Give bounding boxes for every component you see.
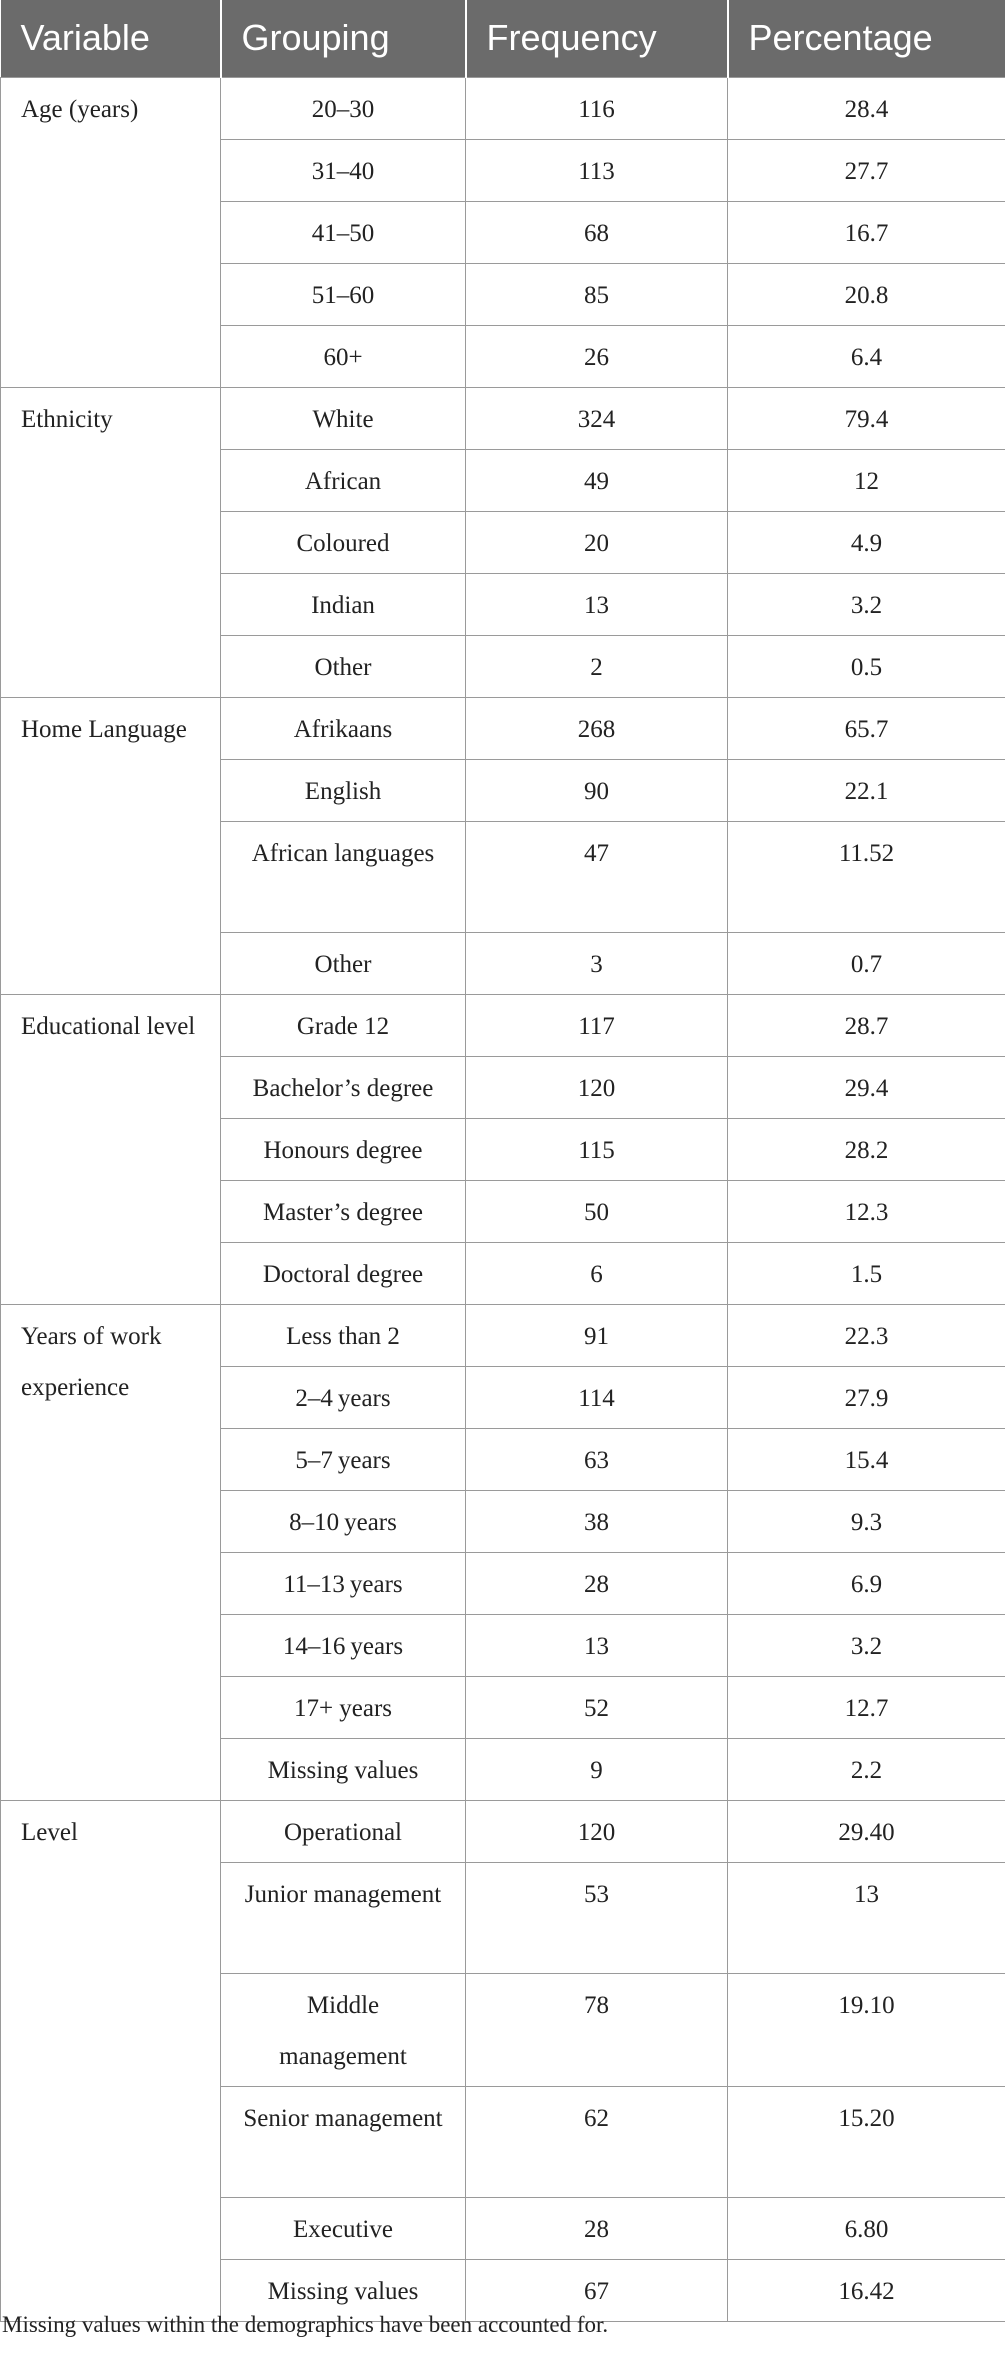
- percentage-cell: 4.9: [728, 511, 1005, 573]
- percentage-cell: 12: [728, 449, 1005, 511]
- table-row: [1, 1800, 1005, 1862]
- frequency-cell: 47: [466, 821, 728, 932]
- grouping-cell: Master’s degree: [221, 1180, 466, 1242]
- percentage-cell: 29.40: [728, 1800, 1005, 1862]
- grouping-cell: 8–10 years: [221, 1490, 466, 1552]
- grouping-cell: African languages: [221, 821, 466, 932]
- grouping-cell: Other: [221, 932, 466, 994]
- variable-cell: Level: [1, 1800, 221, 2321]
- variable-cell: Ethnicity: [1, 387, 221, 697]
- frequency-cell: 53: [466, 1862, 728, 1973]
- percentage-cell: 65.7: [728, 697, 1005, 759]
- grouping-cell: White: [221, 387, 466, 449]
- table-header-row: [1, 0, 1005, 77]
- frequency-cell: 26: [466, 325, 728, 387]
- percentage-cell: 6.80: [728, 2197, 1005, 2259]
- frequency-cell: 9: [466, 1738, 728, 1800]
- percentage-cell: 6.9: [728, 1552, 1005, 1614]
- table-row: [1, 994, 1005, 1056]
- percentage-cell: 22.1: [728, 759, 1005, 821]
- frequency-cell: 120: [466, 1800, 728, 1862]
- percentage-cell: 28.4: [728, 77, 1005, 139]
- percentage-cell: 28.7: [728, 994, 1005, 1056]
- grouping-cell: 51–60: [221, 263, 466, 325]
- percentage-cell: 29.4: [728, 1056, 1005, 1118]
- percentage-cell: 20.8: [728, 263, 1005, 325]
- variable-cell: Educational level: [1, 994, 221, 1304]
- percentage-cell: 0.5: [728, 635, 1005, 697]
- percentage-cell: 1.5: [728, 1242, 1005, 1304]
- table-row: [1, 387, 1005, 449]
- frequency-cell: 62: [466, 2086, 728, 2197]
- grouping-cell: 2–4 years: [221, 1366, 466, 1428]
- frequency-cell: 52: [466, 1676, 728, 1738]
- percentage-cell: 16.42: [728, 2259, 1005, 2321]
- percentage-cell: 19.10: [728, 1973, 1005, 2086]
- frequency-cell: 90: [466, 759, 728, 821]
- frequency-cell: 113: [466, 139, 728, 201]
- percentage-cell: 12.7: [728, 1676, 1005, 1738]
- frequency-cell: 63: [466, 1428, 728, 1490]
- frequency-cell: 78: [466, 1973, 728, 2086]
- frequency-cell: 324: [466, 387, 728, 449]
- frequency-cell: 67: [466, 2259, 728, 2321]
- percentage-cell: 15.4: [728, 1428, 1005, 1490]
- table-row: [1, 77, 1005, 139]
- frequency-cell: 91: [466, 1304, 728, 1366]
- frequency-cell: 115: [466, 1118, 728, 1180]
- grouping-cell: Honours degree: [221, 1118, 466, 1180]
- grouping-cell: Coloured: [221, 511, 466, 573]
- table-footnote: Missing values within the demographics have been accounted for.: [2, 2312, 609, 2337]
- frequency-cell: 50: [466, 1180, 728, 1242]
- percentage-cell: 3.2: [728, 1614, 1005, 1676]
- percentage-cell: 9.3: [728, 1490, 1005, 1552]
- grouping-cell: 60+: [221, 325, 466, 387]
- grouping-cell: Bachelor’s degree: [221, 1056, 466, 1118]
- table-body: [1, 77, 1005, 2321]
- frequency-cell: 28: [466, 1552, 728, 1614]
- header-percentage: Percentage: [728, 0, 1005, 77]
- grouping-cell: 11–13 years: [221, 1552, 466, 1614]
- frequency-cell: 117: [466, 994, 728, 1056]
- grouping-cell: 41–50: [221, 201, 466, 263]
- variable-cell: Home Language: [1, 697, 221, 994]
- header-frequency: Frequency: [466, 0, 728, 77]
- percentage-cell: 13: [728, 1862, 1005, 1973]
- percentage-cell: 2.2: [728, 1738, 1005, 1800]
- frequency-cell: 28: [466, 2197, 728, 2259]
- grouping-cell: Doctoral degree: [221, 1242, 466, 1304]
- percentage-cell: 15.20: [728, 2086, 1005, 2197]
- table-row: [1, 1304, 1005, 1366]
- percentage-cell: 28.2: [728, 1118, 1005, 1180]
- percentage-cell: 0.7: [728, 932, 1005, 994]
- grouping-cell: 5–7 years: [221, 1428, 466, 1490]
- percentage-cell: 12.3: [728, 1180, 1005, 1242]
- percentage-cell: 11.52: [728, 821, 1005, 932]
- percentage-cell: 27.9: [728, 1366, 1005, 1428]
- percentage-cell: 79.4: [728, 387, 1005, 449]
- grouping-cell: Grade 12: [221, 994, 466, 1056]
- grouping-cell: Other: [221, 635, 466, 697]
- percentage-cell: 22.3: [728, 1304, 1005, 1366]
- grouping-cell: Executive: [221, 2197, 466, 2259]
- frequency-cell: 116: [466, 77, 728, 139]
- percentage-cell: 6.4: [728, 325, 1005, 387]
- grouping-cell: Operational: [221, 1800, 466, 1862]
- frequency-cell: 6: [466, 1242, 728, 1304]
- variable-cell: Age (years): [1, 77, 221, 387]
- percentage-cell: 3.2: [728, 573, 1005, 635]
- percentage-cell: 27.7: [728, 139, 1005, 201]
- grouping-cell: 14–16 years: [221, 1614, 466, 1676]
- frequency-cell: 13: [466, 573, 728, 635]
- frequency-cell: 13: [466, 1614, 728, 1676]
- grouping-cell: Missing values: [221, 2259, 466, 2321]
- frequency-cell: 85: [466, 263, 728, 325]
- frequency-cell: 38: [466, 1490, 728, 1552]
- grouping-cell: Indian: [221, 573, 466, 635]
- frequency-cell: 2: [466, 635, 728, 697]
- grouping-cell: Middle management: [221, 1973, 466, 2086]
- header-grouping: Grouping: [221, 0, 466, 77]
- frequency-cell: 20: [466, 511, 728, 573]
- table-row: [1, 697, 1005, 759]
- frequency-cell: 68: [466, 201, 728, 263]
- header-variable: Variable: [1, 0, 221, 77]
- grouping-cell: 20–30: [221, 77, 466, 139]
- grouping-cell: 31–40: [221, 139, 466, 201]
- frequency-cell: 49: [466, 449, 728, 511]
- grouping-cell: Missing values: [221, 1738, 466, 1800]
- frequency-cell: 120: [466, 1056, 728, 1118]
- grouping-cell: Afrikaans: [221, 697, 466, 759]
- frequency-cell: 3: [466, 932, 728, 994]
- grouping-cell: Junior management: [221, 1862, 466, 1973]
- frequency-cell: 114: [466, 1366, 728, 1428]
- grouping-cell: Less than 2: [221, 1304, 466, 1366]
- variable-cell: Years of work experience: [1, 1304, 221, 1800]
- grouping-cell: English: [221, 759, 466, 821]
- percentage-cell: 16.7: [728, 201, 1005, 263]
- grouping-cell: African: [221, 449, 466, 511]
- grouping-cell: 17+ years: [221, 1676, 466, 1738]
- grouping-cell: Senior management: [221, 2086, 466, 2197]
- frequency-cell: 268: [466, 697, 728, 759]
